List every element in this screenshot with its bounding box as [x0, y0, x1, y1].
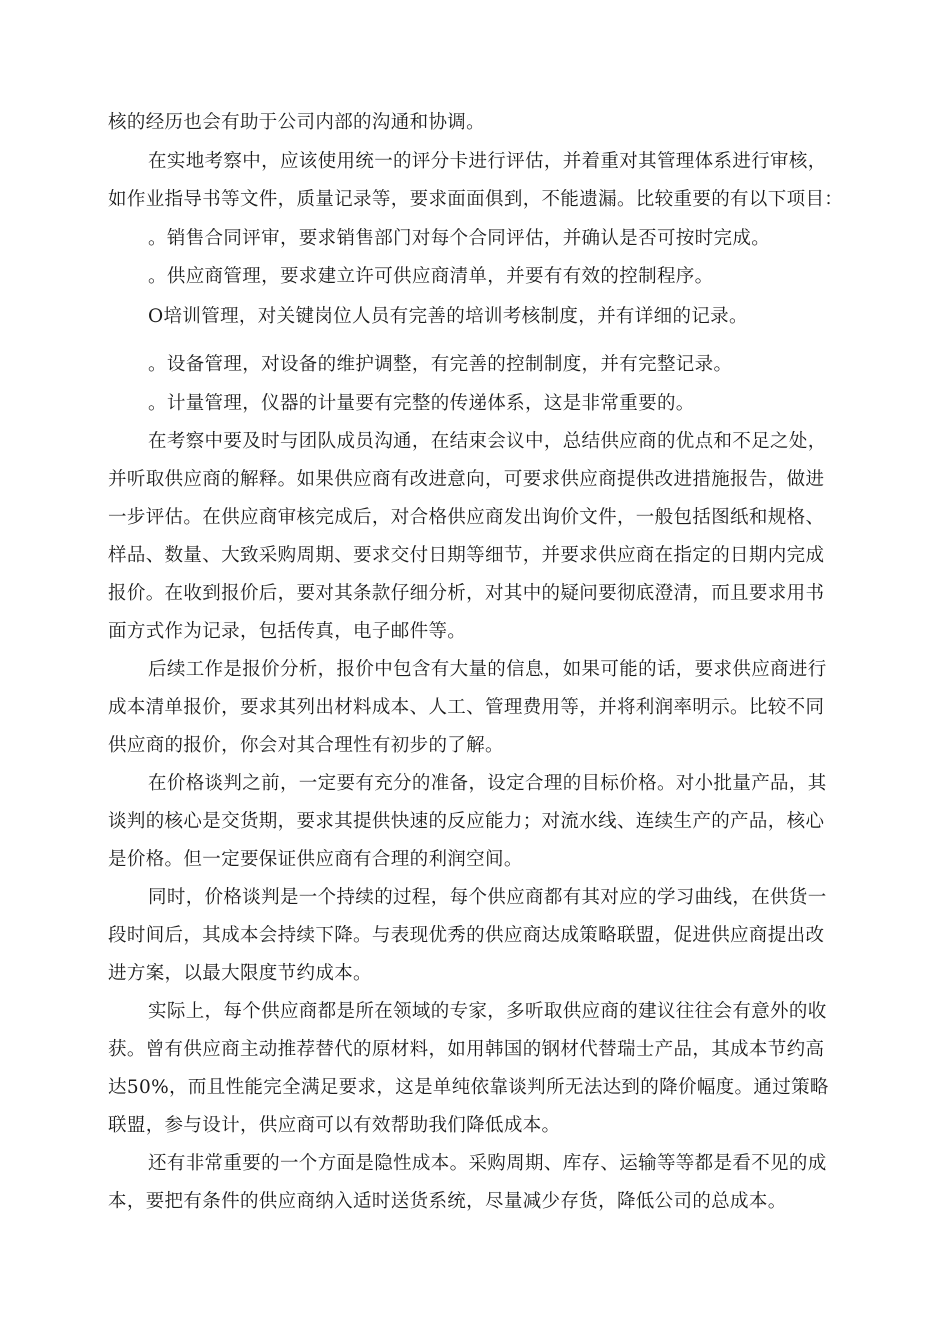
text-line: 核的经历也会有助于公司内部的沟通和协调。: [108, 112, 486, 133]
text-line: 供应商的报价，你会对其合理性有初步的了解。: [108, 735, 504, 756]
text-line: 一步评估。在供应商审核完成后，对合格供应商发出询价文件，一般包括图纸和规格、: [108, 507, 825, 528]
text-line: 实际上，每个供应商都是所在领域的专家，多听取供应商的建议往往会有意外的收: [148, 1001, 827, 1022]
text-line: 谈判的核心是交货期，要求其提供快速的反应能力；对流水线、连续生产的产品，核心: [108, 811, 825, 832]
text-line: 达50%，而且性能完全满足要求，这是单纯依靠谈判所无法达到的降价幅度。通过策略: [108, 1077, 829, 1098]
text-line: 段时间后，其成本会持续下降。与表现优秀的供应商达成策略联盟，促进供应商提出改: [108, 925, 825, 946]
text-line: 如作业指导书等文件，质量记录等，要求面面俱到，不能遗漏。比较重要的有以下项目：: [108, 189, 844, 210]
text-line: 在实地考察中，应该使用统一的评分卡进行评估，并着重对其管理体系进行审核，: [148, 151, 827, 172]
text-line: 后续工作是报价分析，报价中包含有大量的信息，如果可能的话，要求供应商进行: [148, 659, 827, 680]
text-line: 同时，价格谈判是一个持续的过程，每个供应商都有其对应的学习曲线，在供货一: [148, 887, 827, 908]
list-item: O培训管理，对关键岗位人员有完善的培训考核制度，并有详细的记录。: [148, 306, 748, 327]
text-line: 成本清单报价，要求其列出材料成本、人工、管理费用等，并将利润率明示。比较不同: [108, 697, 825, 718]
list-item: 。计量管理，仪器的计量要有完整的传递体系，这是非常重要的。: [148, 393, 695, 414]
text-line: 还有非常重要的一个方面是隐性成本。采购周期、库存、运输等等都是看不见的成: [148, 1153, 827, 1174]
list-item: 。供应商管理，要求建立许可供应商清单，并要有有效的控制程序。: [148, 266, 714, 287]
text-line: 获。曾有供应商主动推荐替代的原材料，如用韩国的钢材代替瑞士产品，其成本节约高: [108, 1039, 825, 1060]
text-line: 进方案，以最大限度节约成本。: [108, 963, 372, 984]
list-item: 。设备管理，对设备的维护调整，有完善的控制制度，并有完整记录。: [148, 354, 733, 375]
list-item: 。销售合同评审，要求销售部门对每个合同评估，并确认是否可按时完成。: [148, 228, 771, 249]
text-line: 面方式作为记录，包括传真，电子邮件等。: [108, 621, 467, 642]
text-line: 在考察中要及时与团队成员沟通，在结束会议中，总结供应商的优点和不足之处，: [148, 431, 827, 452]
text-line: 样品、数量、大致采购周期、要求交付日期等细节，并要求供应商在指定的日期内完成: [108, 545, 825, 566]
text-line: 联盟，参与设计，供应商可以有效帮助我们降低成本。: [108, 1115, 561, 1136]
text-line: 报价。在收到报价后，要对其条款仔细分析，对其中的疑问要彻底澄清，而且要求用书: [108, 583, 825, 604]
text-line: 是价格。但一定要保证供应商有合理的利润空间。: [108, 849, 523, 870]
text-line: 在价格谈判之前，一定要有充分的准备，设定合理的目标价格。对小批量产品，其: [148, 773, 827, 794]
text-line: 并听取供应商的解释。如果供应商有改进意向，可要求供应商提供改进措施报告，做进: [108, 469, 825, 490]
text-line: 本，要把有条件的供应商纳入适时送货系统，尽量减少存货，降低公司的总成本。: [108, 1191, 787, 1212]
